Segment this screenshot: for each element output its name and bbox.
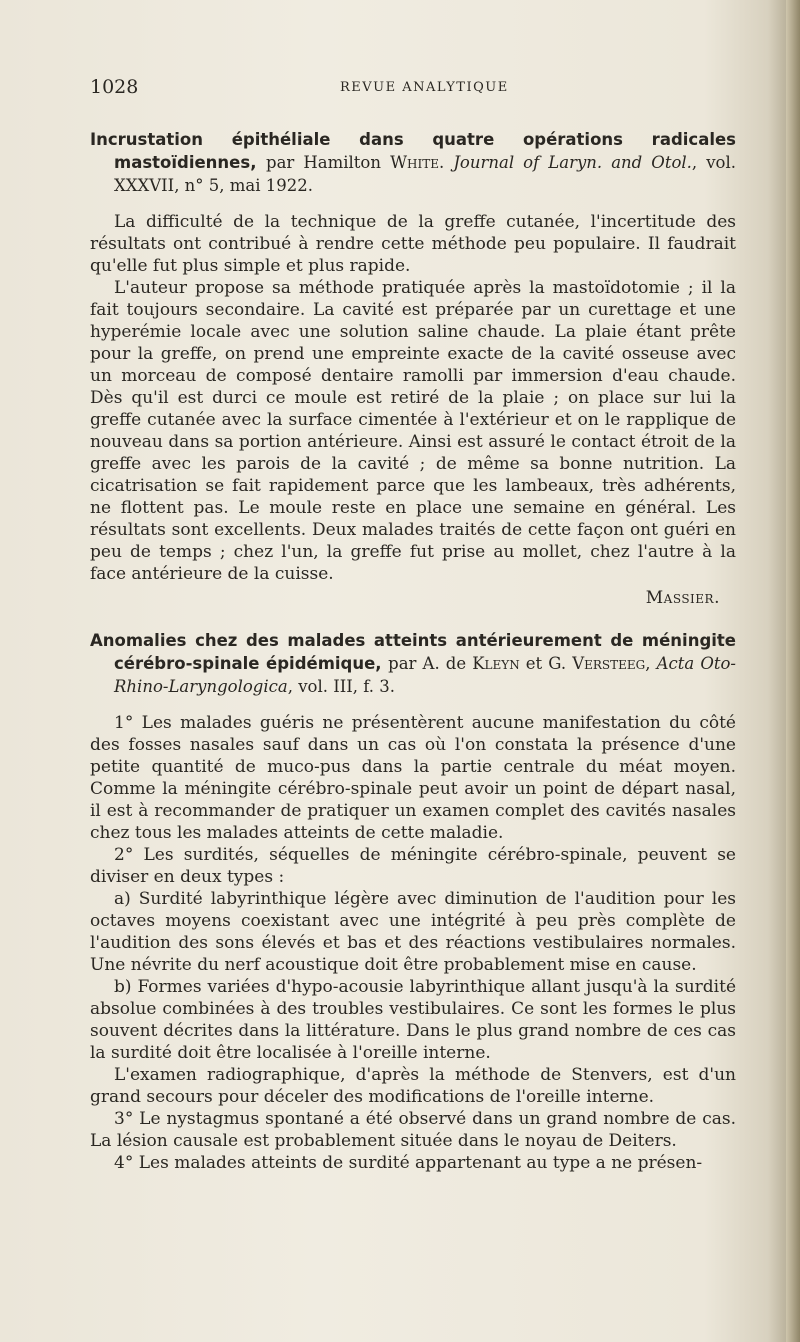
page-content — [90, 128, 736, 1174]
article-2-paragraph: 3° Le nystagmus spontané a été observé dans un grand nombre de cas. La lésion causale est probablement située dans le noyau de Deiters. — [90, 1109, 736, 1151]
running-title: REVUE ANALYTIQUE — [340, 80, 509, 95]
article-2-journal: Acta Oto-Rhino-Laryngologica — [114, 654, 736, 696]
article-2-citation: , vol. III, f. 3. — [287, 677, 396, 696]
page-spine-shadow — [786, 0, 800, 1342]
article-1-paragraph: La difficulté de la technique de la greffe cutanée, l'incertitude des résultats ont contribué à rendre cette méthode peu populaire. Il faudrait qu'elle fut plus simple et plus rapide. — [90, 212, 736, 276]
article-2-heading — [90, 629, 736, 698]
page-header — [90, 76, 736, 102]
article-1-citation: , vol. XXXVII, n° 5, mai 1922. — [114, 153, 736, 195]
article-2-title: Anomalies chez des malades atteints antérieurement de méningite cérébro-spinale épidémique, — [90, 631, 736, 673]
article-1-heading — [90, 128, 736, 197]
article-2-paragraph: b) Formes variées d'hypo-acousie labyrinthique allant jusqu'à la surdité absolue combinées à des troubles vestibulaires. Ce sont les formes le plus souvent décrites dans la littérature. Dans le plus grand nombre de ces cas la surdité doit être localisée à l'oreille interne. — [90, 977, 736, 1063]
article-2-paragraph: a) Surdité labyrinthique légère avec diminution de l'audition pour les octaves moyens coexistant avec une intégrité à peu près complète de l'audition des sons élevés et bas et des réactions vestibulaires normales. Une névrite du nerf acoustique doit être probablement mise en cause. — [90, 889, 736, 975]
article-1-paragraph: L'auteur propose sa méthode pratiquée après la mastoïdotomie ; il la fait toujours secondaire. La cavité est préparée par un curettage et une hyperémie locale avec une solution saline chaude. La plaie étant prête pour la greffe, on prend une empreinte exacte de la cavité osseuse avec un morceau de composé dentaire ramolli par immersion d'eau chaude. Dès qu'il est durci ce moule est retiré de la plaie ; on place sur lui la greffe cutanée avec la surface cimentée à l'extérieur et on le rapplique de nouveau dans sa portion antérieure. Ainsi est assuré le contact étroit de la greffe avec les parois de la cavité ; de même sa bonne nutrition. La cicatrisation se fait rapidement parce que les lambeaux, très adhérents, ne flottent pas. Le moule reste en place une semaine en général. Les résultats sont excellents. Deux malades traités de cette façon ont guéri en peu de temps ; chez l'un, la greffe fut prise au mollet, chez l'autre à la face antérieure de la cuisse. — [90, 278, 736, 584]
article-2-paragraph: 1° Les malades guéris ne présentèrent aucune manifestation du côté des fosses nasales sauf dans un cas où l'on constata la présence d'une petite quantité de muco-pus dans la partie centrale du méat moyen. Comme la méningite cérébro-spinale peut avoir un point de départ nasal, il est à recommander de pratiquer un examen complet des cavités nasales chez tous les malades atteints de cette maladie. — [90, 713, 736, 843]
article-1-title: Incrustation épithéliale dans quatre opérations radicales mastoïdiennes, — [90, 130, 736, 172]
article-2-paragraph: 2° Les surdités, séquelles de méningite cérébro-spinale, peuvent se diviser en deux types : — [90, 845, 736, 887]
page-number: 1028 — [90, 76, 139, 98]
article-1-signature: Massier. — [645, 588, 720, 608]
article-2-paragraph: 4° Les malades atteints de surdité appartenant au type a ne présen- — [114, 1153, 703, 1173]
article-2-author-1: Kleyn — [472, 654, 520, 673]
article-1-author: White — [390, 153, 439, 172]
article-2-author-2: Versteeg — [572, 654, 646, 673]
article-2-byline: par A. de Kleyn et G. Versteeg, Acta Oto-Rhino-Laryngologica, vol. III, f. 3. — [114, 654, 736, 696]
article-1-journal: Journal of Laryn. and Otol. — [453, 153, 692, 172]
article-1-byline: par Hamilton White. Journal of Laryn. and Otol., vol. XXXVII, n° 5, mai 1922. — [114, 153, 736, 195]
article-2-paragraph: L'examen radiographique, d'après la méthode de Stenvers, est d'un grand secours pour déceler des modifications de l'oreille interne. — [90, 1065, 736, 1107]
